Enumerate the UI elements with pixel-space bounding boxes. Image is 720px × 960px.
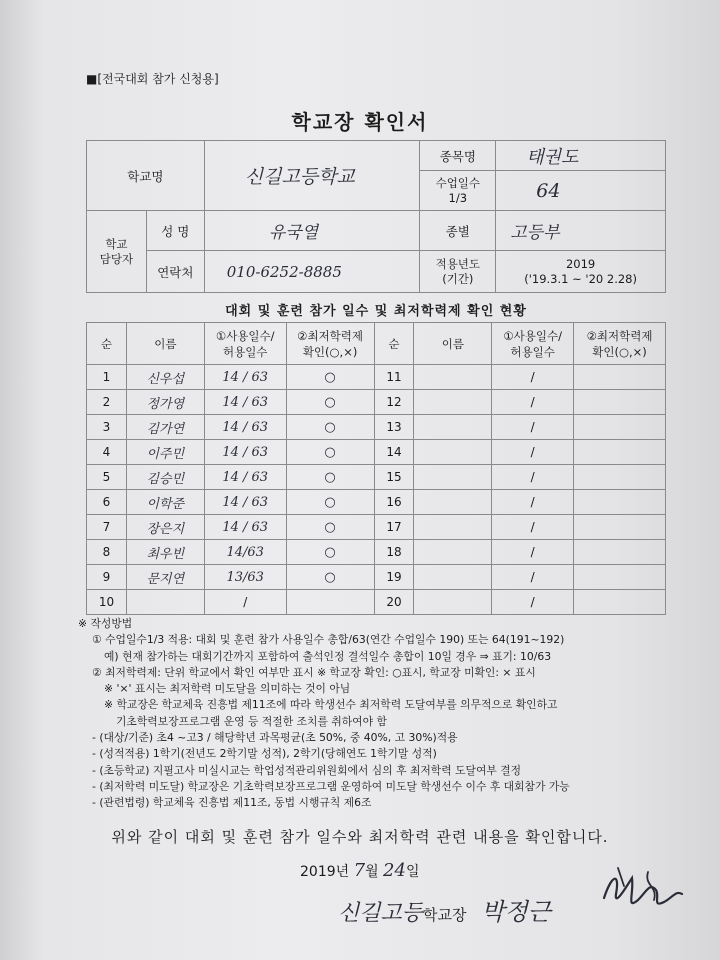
table-row xyxy=(87,365,666,390)
manager-name-value: 유국열 xyxy=(268,223,319,243)
col-no-header: 순 xyxy=(374,323,414,365)
school-label: 학교명 xyxy=(87,141,205,211)
row-number: 9 xyxy=(102,570,111,584)
used-days: 14 / 63 xyxy=(222,444,269,460)
date-month-label: 월 xyxy=(365,864,379,880)
used-days: / xyxy=(530,495,535,509)
row-number: 17 xyxy=(386,520,402,534)
student-name xyxy=(414,590,492,615)
min-achievement-check xyxy=(574,415,666,440)
used-days: / xyxy=(530,470,535,484)
contact-value: 010-6252-8885 xyxy=(226,262,342,281)
min-achievement-check: ○ xyxy=(324,569,336,585)
col-name-header: 이름 xyxy=(414,323,492,365)
min-achievement-check: ○ xyxy=(324,519,336,535)
date-day-label: 일 xyxy=(405,864,420,880)
col-min-header: ②최저학력제 확인(○,×) xyxy=(574,323,666,365)
used-days: / xyxy=(530,595,535,609)
manager-label: 학교 담당자 xyxy=(87,211,147,293)
student-name: 김승민 xyxy=(146,471,185,487)
principal-signature-mark xyxy=(598,864,686,924)
principal-name: 박정근 xyxy=(481,898,551,926)
row-number: 18 xyxy=(386,545,402,559)
instruction-line: ※ 작성방법 xyxy=(78,617,133,630)
student-name: 김가연 xyxy=(146,421,185,437)
row-number: 15 xyxy=(386,470,402,484)
instruction-line: 예) 현재 참가하는 대회기간까지 포함하여 출석인정 결석일수 총합이 10일 경우 ⇒ 표기: 10/63 xyxy=(104,649,552,663)
row-number: 6 xyxy=(102,495,111,509)
student-name: 문지연 xyxy=(146,571,185,587)
instruction-line: - (대상/기준) 초4 ~고3 / 해당학년 과목평균(초 50%, 중 40%, 고 30%)적용 xyxy=(92,731,458,745)
date-day: 24 xyxy=(383,860,406,881)
table-row xyxy=(87,390,666,415)
min-achievement-check: ○ xyxy=(324,544,336,560)
used-days: / xyxy=(530,395,535,409)
instruction-line: - (성적적용) 1학기(전년도 2학기말 성적), 2학기(당해연도 1학기말 성적) xyxy=(92,747,437,761)
form-type-tag: ■[전국대회 참가 신청용] xyxy=(86,72,219,86)
min-achievement-check xyxy=(574,490,666,515)
min-achievement-check xyxy=(574,465,666,490)
row-number: 10 xyxy=(98,595,115,609)
student-name xyxy=(414,415,492,440)
row-number: 16 xyxy=(386,495,402,509)
school-info-table xyxy=(86,140,666,293)
used-days: 14 / 63 xyxy=(222,369,269,385)
col-no-header: 순 xyxy=(87,323,127,365)
confirmation-statement: 위와 같이 대회 및 훈련 참가 일수와 최저학력 관련 내용을 확인합니다. xyxy=(111,828,609,846)
sport-label: 종목명 xyxy=(420,141,496,171)
used-days: / xyxy=(530,420,535,434)
status-title: 대회 및 훈련 참가 일수 및 최저학력제 확인 현황 xyxy=(225,304,527,319)
row-number: 19 xyxy=(386,570,402,584)
participation-table xyxy=(86,322,666,615)
min-achievement-check xyxy=(574,440,666,465)
student-name xyxy=(414,390,492,415)
instruction-line: 기초학력보장프로그램 운영 등 적절한 조치를 취하여야 함 xyxy=(116,714,387,728)
used-days: / xyxy=(530,370,535,384)
row-number: 1 xyxy=(102,370,111,384)
student-name xyxy=(414,365,492,390)
min-achievement-check: ○ xyxy=(324,444,336,460)
table-row xyxy=(87,590,666,615)
document-title: 학교장 확인서 xyxy=(291,110,429,134)
student-name xyxy=(414,565,492,590)
min-achievement-check xyxy=(574,390,666,415)
used-days: 13/63 xyxy=(226,569,264,585)
used-days: 14/63 xyxy=(226,544,264,560)
year-value: 2019 ('19.3.1 ~ '20 2.28) xyxy=(496,251,666,293)
table-row xyxy=(87,565,666,590)
used-days: / xyxy=(530,570,535,584)
student-name: 이주민 xyxy=(146,446,185,462)
min-achievement-check: ○ xyxy=(324,394,336,410)
table-row xyxy=(87,540,666,565)
student-name xyxy=(414,515,492,540)
sport-value: 태권도 xyxy=(526,146,579,168)
min-achievement-check xyxy=(574,515,666,540)
min-achievement-check: ○ xyxy=(324,494,336,510)
min-achievement-check xyxy=(574,365,666,390)
category-label: 종별 xyxy=(420,211,496,251)
col-name-header: 이름 xyxy=(126,323,204,365)
school-name-value: 신길고등학교 xyxy=(244,166,355,188)
school-name-handwritten: 신길고등 xyxy=(338,901,424,926)
used-days: 14 / 63 xyxy=(222,469,269,485)
used-days: / xyxy=(530,545,535,559)
table-row xyxy=(87,440,666,465)
student-name xyxy=(414,540,492,565)
student-name: 정가영 xyxy=(146,396,185,412)
student-name: 신우섭 xyxy=(146,371,185,387)
student-name xyxy=(414,440,492,465)
instruction-line: ※ 학교장은 학교체육 진흥법 제11조에 따라 학생선수 최저학력 도달여부를 의무적으로 확인하고 xyxy=(104,698,558,712)
contact-label: 연락처 xyxy=(146,251,204,293)
year-label: 적용년도 (기간) xyxy=(420,251,496,293)
student-name: 이학준 xyxy=(146,496,185,512)
used-days: / xyxy=(530,445,535,459)
used-days: 14 / 63 xyxy=(222,494,269,510)
category-value: 고등부 xyxy=(510,223,560,243)
instruction-line: - (초등학교) 지필고사 미실시교는 학업성적관리위원회에서 심의 후 최저학력 도달여부 결정 xyxy=(92,763,522,777)
name-label: 성 명 xyxy=(146,211,204,251)
class-days-value: 64 xyxy=(536,179,561,202)
row-number: 13 xyxy=(386,420,402,434)
table-row xyxy=(87,515,666,540)
writing-instructions xyxy=(78,616,698,812)
date-month: 7 xyxy=(353,860,366,881)
row-number: 11 xyxy=(386,370,402,384)
instruction-line: - (관련법령) 학교체육 진흥법 제11조, 동법 시행규칙 제6조 xyxy=(92,796,372,810)
row-number: 7 xyxy=(102,520,111,534)
instruction-line: ② 최저학력제: 단위 학교에서 확인 여부만 표시 ※ 학교장 확인: ○표시, 학교장 미확인: × 표시 xyxy=(92,665,536,679)
min-achievement-check: ○ xyxy=(324,469,336,485)
row-number: 8 xyxy=(102,545,111,559)
date-year: 2019년 xyxy=(300,864,350,880)
col-min-header: ②최저학력제 확인(○,×) xyxy=(286,323,374,365)
student-name: 최우빈 xyxy=(146,546,185,562)
min-achievement-check xyxy=(574,540,666,565)
min-achievement-check xyxy=(574,565,666,590)
used-days: / xyxy=(530,520,535,534)
student-name xyxy=(414,465,492,490)
row-number: 3 xyxy=(102,420,111,434)
row-number: 2 xyxy=(102,395,111,409)
min-achievement-check: ○ xyxy=(324,369,336,385)
signature-date xyxy=(300,860,419,881)
instruction-line: - (최저학력 미도달) 학교장은 기초학력보장프로그램 운영하여 미도달 학생선수 이수 후 대회참가 가능 xyxy=(92,779,570,793)
table-row xyxy=(87,465,666,490)
instruction-line: ① 수업일수1/3 적용: 대회 및 훈련 참가 사용일수 총합/63(연간 수업일수 190) 또는 64(191~192) xyxy=(92,633,565,647)
table-header-row xyxy=(87,323,666,365)
principal-signature-line xyxy=(338,892,551,927)
col-days-header: ①사용일수/ 허용일수 xyxy=(204,323,286,365)
row-number: 5 xyxy=(102,470,111,484)
row-number: 14 xyxy=(386,445,402,459)
instruction-line: ※ '×' 표시는 최저학력 미도달을 의미하는 것이 아님 xyxy=(104,682,351,696)
min-achievement-check: ○ xyxy=(324,419,336,435)
used-days: / xyxy=(243,595,248,609)
row-number: 12 xyxy=(386,395,402,409)
row-number: 20 xyxy=(386,595,402,609)
table-row xyxy=(87,415,666,440)
student-name xyxy=(414,490,492,515)
class-days-label: 수업일수 1/3 xyxy=(420,171,496,211)
used-days: 14 / 63 xyxy=(222,394,269,410)
col-days-header: ①사용일수/ 허용일수 xyxy=(492,323,574,365)
row-number: 4 xyxy=(102,445,111,459)
principal-label: 학교장 xyxy=(423,906,467,924)
used-days: 14 / 63 xyxy=(222,519,269,535)
min-achievement-check xyxy=(574,590,666,615)
used-days: 14 / 63 xyxy=(222,419,269,435)
student-name: 장은지 xyxy=(146,521,185,537)
table-row xyxy=(87,490,666,515)
